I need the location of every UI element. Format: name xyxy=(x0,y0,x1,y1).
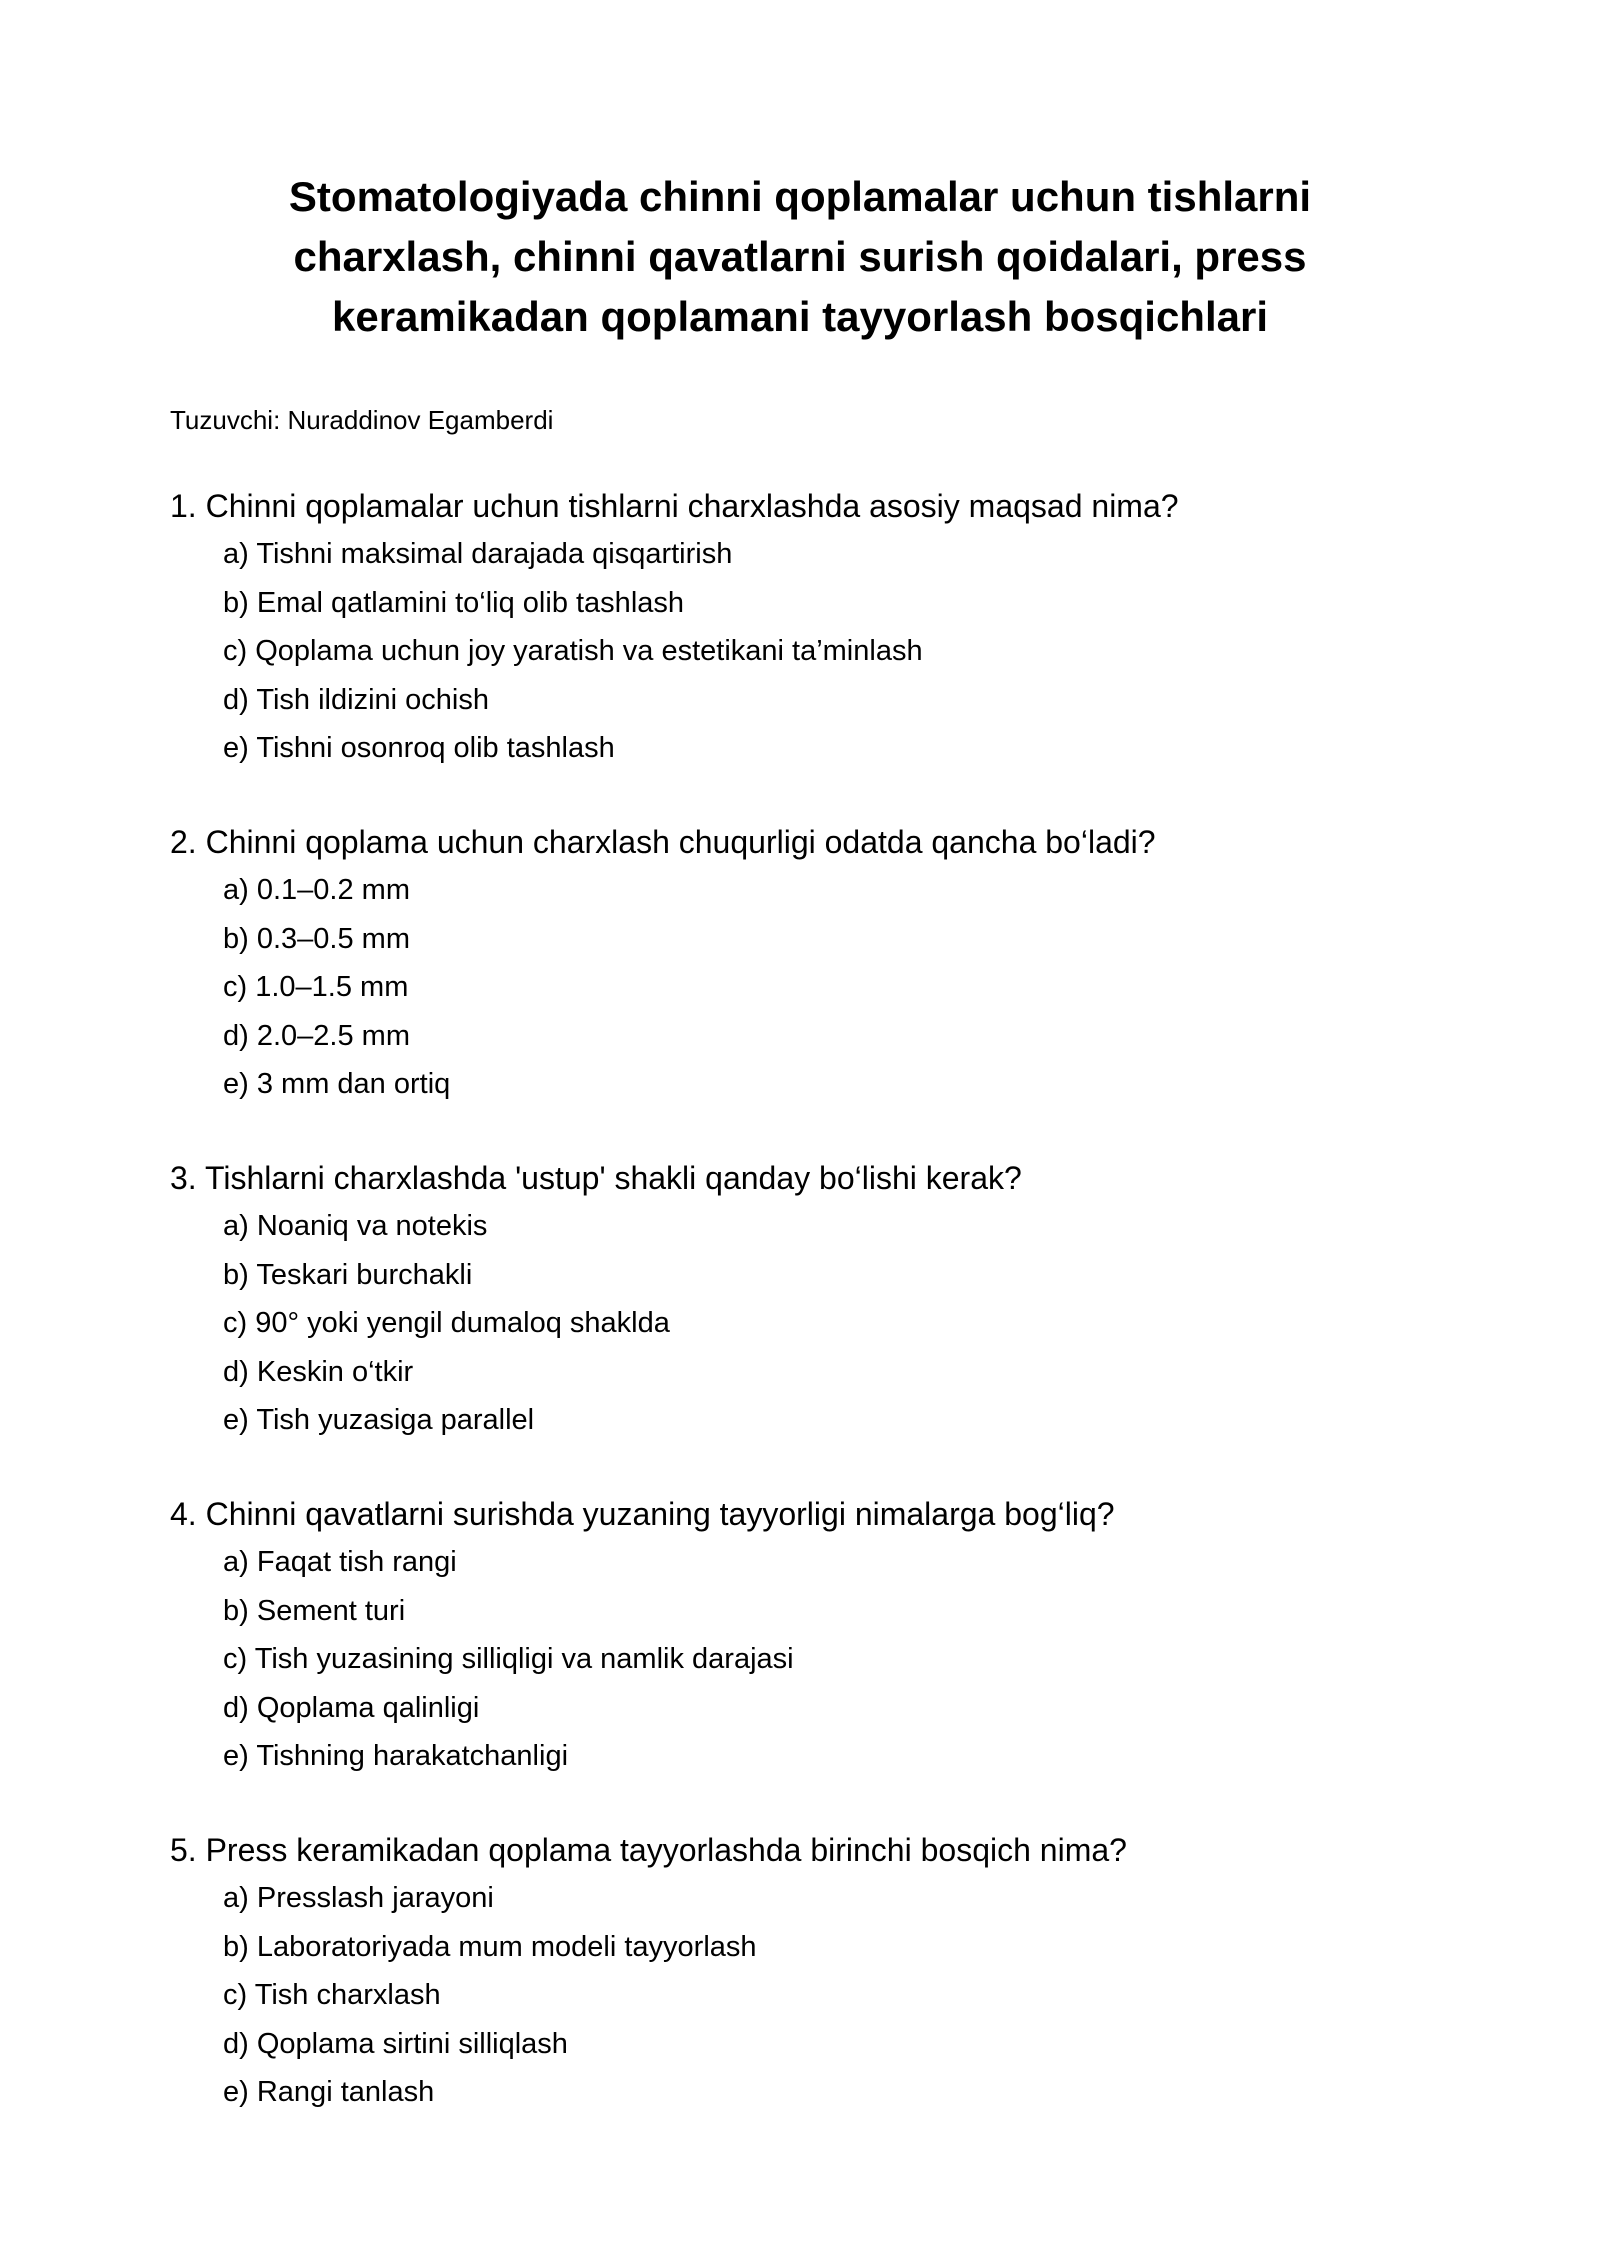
option-d xyxy=(223,1684,1470,1733)
option-letter: b) xyxy=(223,586,249,619)
option-b xyxy=(223,1923,1470,1972)
option-e xyxy=(223,1396,1470,1445)
option-text: 0.3–0.5 mm xyxy=(256,922,410,955)
option-text: Rangi tanlash xyxy=(256,2076,435,2108)
option-text: Tishni maksimal darajada qisqartirish xyxy=(256,538,733,570)
option-text: Noaniq va notekis xyxy=(256,1210,488,1242)
option-letter: d) xyxy=(223,1691,249,1724)
option-b xyxy=(223,1587,1470,1636)
option-text: 90° yoki yengil dumaloq shaklda xyxy=(255,1307,670,1339)
option-c xyxy=(223,1299,1470,1348)
question-text xyxy=(170,1490,1470,1538)
question-number: 4. xyxy=(170,1496,197,1532)
title-line: charxlash, chinni qavatlarni surish qoidalari, press xyxy=(293,233,1307,280)
option-letter: a) xyxy=(223,1882,249,1914)
option-letter: a) xyxy=(223,874,249,906)
option-text: Teskari burchakli xyxy=(256,1258,473,1291)
option-letter: d) xyxy=(223,1019,249,1052)
title-line: Stomatologiyada chinni qoplamalar uchun tishlarni xyxy=(288,173,1312,220)
option-a xyxy=(223,1202,1470,1251)
option-d xyxy=(223,1012,1470,1061)
option-text: Presslash jarayoni xyxy=(256,1882,494,1914)
option-text: Sement turi xyxy=(256,1594,406,1627)
option-a xyxy=(223,866,1470,915)
question-1 xyxy=(170,482,1470,818)
option-text: Tish charxlash xyxy=(254,1979,441,2011)
option-letter: d) xyxy=(223,2027,249,2060)
option-letter: e) xyxy=(223,1740,249,1772)
option-e xyxy=(223,2068,1470,2117)
option-e xyxy=(223,1060,1470,1109)
question-number: 2. xyxy=(170,824,197,860)
option-letter: c) xyxy=(223,971,248,1003)
option-letter: d) xyxy=(223,683,249,716)
author-line: Tuzuvchi: Nuraddinov Egamberdi xyxy=(170,405,554,435)
question-text xyxy=(170,1826,1470,1874)
question-label: Chinni qoplamalar uchun tishlarni charxlashda asosiy maqsad nima? xyxy=(205,488,1179,524)
document-title xyxy=(200,167,1400,347)
option-letter: d) xyxy=(223,1355,249,1388)
option-letter: a) xyxy=(223,1546,249,1578)
option-letter: c) xyxy=(223,1643,248,1675)
option-letter: e) xyxy=(223,1404,249,1436)
option-text: Tish yuzasining silliqligi va namlik darajasi xyxy=(254,1643,794,1675)
question-3 xyxy=(170,1154,1470,1490)
option-text: Laboratoriyada mum modeli tayyorlash xyxy=(256,1930,757,1963)
option-text: Faqat tish rangi xyxy=(256,1546,457,1578)
option-c xyxy=(223,627,1470,676)
option-letter: c) xyxy=(223,635,248,667)
question-label: Chinni qoplama uchun charxlash chuqurligi odatda qancha bo‘ladi? xyxy=(205,824,1156,860)
option-letter: e) xyxy=(223,1068,249,1100)
option-e xyxy=(223,724,1470,773)
option-letter: b) xyxy=(223,1930,249,1963)
option-letter: c) xyxy=(223,1979,248,2011)
option-letter: a) xyxy=(223,1210,249,1242)
question-label: Tishlarni charxlashda 'ustup' shakli qanday bo‘lishi kerak? xyxy=(205,1160,1022,1196)
option-letter: e) xyxy=(223,2076,249,2108)
option-e xyxy=(223,1732,1470,1781)
option-letter: b) xyxy=(223,1258,249,1291)
question-5 xyxy=(170,1826,1470,2162)
question-text xyxy=(170,818,1470,866)
option-letter: e) xyxy=(223,732,249,764)
option-a xyxy=(223,1538,1470,1587)
option-d xyxy=(223,676,1470,725)
question-number: 5. xyxy=(170,1832,197,1868)
question-label: Press keramikadan qoplama tayyorlashda birinchi bosqich nima? xyxy=(205,1832,1127,1868)
option-text: Tishni osonroq olib tashlash xyxy=(256,732,615,764)
option-text: 0.1–0.2 mm xyxy=(256,874,410,906)
question-text xyxy=(170,482,1470,530)
question-text xyxy=(170,1154,1470,1202)
question-4 xyxy=(170,1490,1470,1826)
option-letter: b) xyxy=(223,1594,249,1627)
option-c xyxy=(223,1971,1470,2020)
option-letter: b) xyxy=(223,922,249,955)
question-number: 3. xyxy=(170,1160,197,1196)
question-label: Chinni qavatlarni surishda yuzaning tayyorligi nimalarga bog‘liq? xyxy=(205,1496,1115,1532)
option-b xyxy=(223,915,1470,964)
option-text: Qoplama sirtini silliqlash xyxy=(256,2027,568,2060)
title-line: keramikadan qoplamani tayyorlash bosqichlari xyxy=(332,293,1268,340)
option-a xyxy=(223,530,1470,579)
option-c xyxy=(223,963,1470,1012)
option-b xyxy=(223,579,1470,628)
option-d xyxy=(223,1348,1470,1397)
option-letter: a) xyxy=(223,538,249,570)
option-text: Qoplama uchun joy yaratish va estetikani ta’minlash xyxy=(255,635,923,667)
option-text: 2.0–2.5 mm xyxy=(256,1019,410,1052)
option-a xyxy=(223,1874,1470,1923)
option-text: Keskin o‘tkir xyxy=(256,1355,414,1388)
question-list xyxy=(170,482,1470,2162)
option-text: Tish ildizini ochish xyxy=(256,683,489,716)
option-text: Tishning harakatchanligi xyxy=(256,1740,569,1772)
option-d xyxy=(223,2020,1470,2069)
option-text: Tish yuzasiga parallel xyxy=(256,1404,535,1436)
option-b xyxy=(223,1251,1470,1300)
question-2 xyxy=(170,818,1470,1154)
option-text: Emal qatlamini to‘liq olib tashlash xyxy=(256,586,685,619)
option-letter: c) xyxy=(223,1307,248,1339)
option-text: 3 mm dan ortiq xyxy=(256,1068,451,1100)
option-text: Qoplama qalinligi xyxy=(256,1691,480,1724)
option-c xyxy=(223,1635,1470,1684)
option-text: 1.0–1.5 mm xyxy=(255,971,409,1003)
question-number: 1. xyxy=(170,488,197,524)
